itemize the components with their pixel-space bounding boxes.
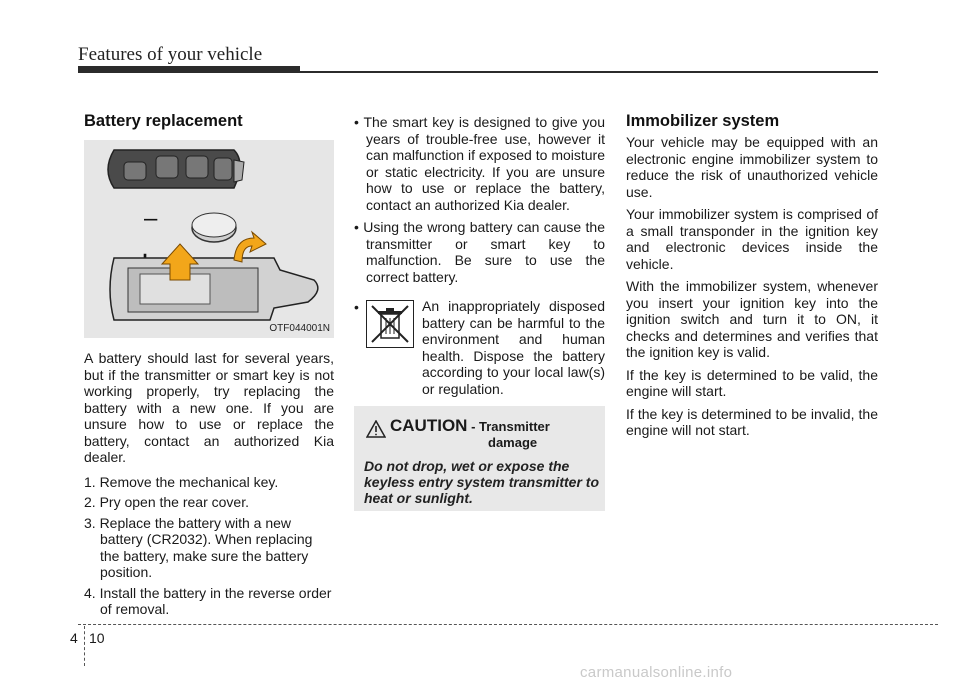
battery-notes	[354, 114, 605, 291]
page-header-title: Features of your vehicle	[78, 44, 263, 65]
paragraph: Your immobilizer system is comprised of a small transponder in the ignition key and electronic devices inside the vehicle.	[626, 206, 878, 272]
disposal-bullet: •	[354, 299, 359, 315]
paragraph: If the key is determined to be invalid, the engine will not start.	[626, 405, 878, 438]
immobilizer-text	[626, 134, 878, 439]
paragraph: Your vehicle may be equipped with an electronic engine immobilizer system to reduce the risk of unauthorized vehicle use.	[626, 134, 878, 200]
list-item: • Using the wrong battery can cause the transmitter or smart key to malfunction. Be sure to use the correct battery.	[354, 219, 605, 285]
page-section-number: 4	[70, 630, 78, 646]
list-item: 4. Install the battery in the reverse order of removal.	[84, 584, 332, 617]
battery-steps	[84, 474, 334, 618]
battery-heading: Battery replacement	[84, 112, 243, 130]
list-item: 2. Pry open the rear cover.	[84, 494, 249, 510]
watermark: carmanualsonline.info	[580, 664, 733, 681]
list-item: 1. Remove the mechanical key.	[84, 473, 279, 490]
list-item: 3. Replace the battery with a new battery (CR2032). When replacing the battery, make sure the battery position.	[84, 514, 313, 580]
footer-rule	[78, 624, 938, 625]
key-fob-illustration	[84, 140, 334, 338]
caution-subtitle: - Transmitter	[467, 419, 550, 434]
battery-text-block	[84, 350, 334, 622]
minus-sign: –	[144, 205, 158, 232]
battery-intro: A battery should last for several years, but if the transmitter or smart key is not working properly, try replacing the battery with a new one. If you are unsure how to use or replace the battery, contact an authorized Kia dealer.	[84, 350, 334, 465]
caution-text: Do not drop, wet or expose the keyless entry system transmitter to heat or sunlight.	[364, 458, 599, 506]
caution-label: CAUTION	[390, 416, 468, 435]
page-number: 10	[89, 630, 105, 646]
crossed-bin-icon	[366, 300, 414, 348]
footer-divider	[84, 626, 85, 666]
paragraph: With the immobilizer system, whenever you insert your ignition key into the ignition switch and turn it to ON, it checks and determines and verifies that the ignition key is valid.	[626, 278, 878, 360]
warning-triangle-icon	[366, 420, 386, 438]
paragraph: If the key is determined to be valid, the engine will start.	[626, 366, 878, 399]
header-bar	[78, 66, 300, 73]
disposal-text: An inappropriately disposed battery can be harmful to the environment and human health. Dispose the battery according to your local law(s) or regulation.	[422, 298, 605, 397]
battery-figure	[84, 140, 334, 338]
caution-title	[390, 416, 550, 436]
list-item: • The smart key is designed to give you years of trouble-free use, however it can malfunction if exposed to moisture or static electricity. If you are unsure how to use or replace the battery, contact an authorized Kia dealer.	[354, 114, 605, 213]
figure-code: OTF044001N	[269, 323, 330, 334]
caution-subtitle-2: damage	[488, 435, 538, 450]
header-rule	[300, 71, 878, 73]
notes-list	[354, 114, 605, 285]
immobilizer-heading: Immobilizer system	[626, 112, 780, 130]
caution-box	[354, 406, 605, 511]
